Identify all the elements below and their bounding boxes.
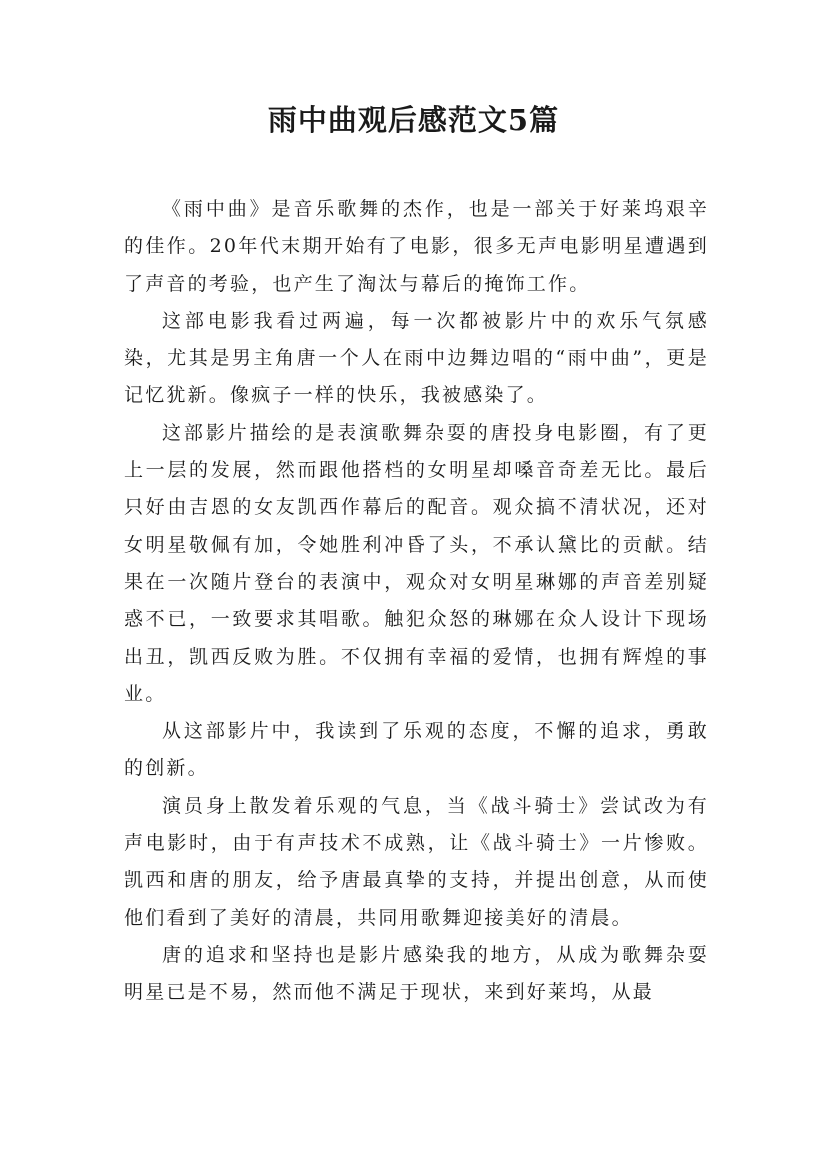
paragraph-5: 演员身上散发着乐观的气息，当《战斗骑士》尝试改为有声电影时，由于有声技术不成熟，让《战斗骑士》一片惨败。凯西和唐的朋友，给予唐最真挚的支持，并提出创意，从而使他们看到了美好的清晨，共同用歌舞迎接美好的清晨。 [124, 794, 709, 929]
paragraph-4: 从这部影片中，我读到了乐观的态度，不懈的追求，勇敢的创新。 [124, 720, 709, 780]
paragraph-6: 唐的追求和坚持也是影片感染我的地方，从成为歌舞杂耍明星已是不易，然而他不满足于现状，来到好莱坞，从最 [124, 943, 709, 1004]
document-body [124, 191, 709, 1012]
paragraph-1: 《雨中曲》是音乐歌舞的杰作，也是一部关于好莱坞艰辛的佳作。20年代末期开始有了电影，很多无声电影明星遭遇到了声音的考验，也产生了淘汰与幕后的掩饰工作。 [124, 198, 709, 295]
paragraph-2: 这部电影我看过两遍，每一次都被影片中的欢乐气氛感染，尤其是男主角唐一个人在雨中边舞边唱的“雨中曲”，更是记忆犹新。像疯子一样的快乐，我被感染了。 [124, 309, 709, 407]
document-title: 雨中曲观后感范文5篇 [267, 103, 560, 137]
paragraph-3: 这部影片描绘的是表演歌舞杂耍的唐投身电影圈，有了更上一层的发展，然而跟他搭档的女明星却嗓音奇差无比。最后只好由吉恩的女友凯西作幕后的配音。观众搞不清状况，还对女明星敬佩有加，令她胜利冲昏了头，不承认黛比的贡献。结果在一次随片登台的表演中，观众对女明星琳娜的声音差别疑惑不已，一致要求其唱歌。触犯众怒的琳娜在众人设计下现场出丑，凯西反败为胜。不仅拥有幸福的爱情，也拥有辉煌的事业。 [124, 421, 709, 705]
